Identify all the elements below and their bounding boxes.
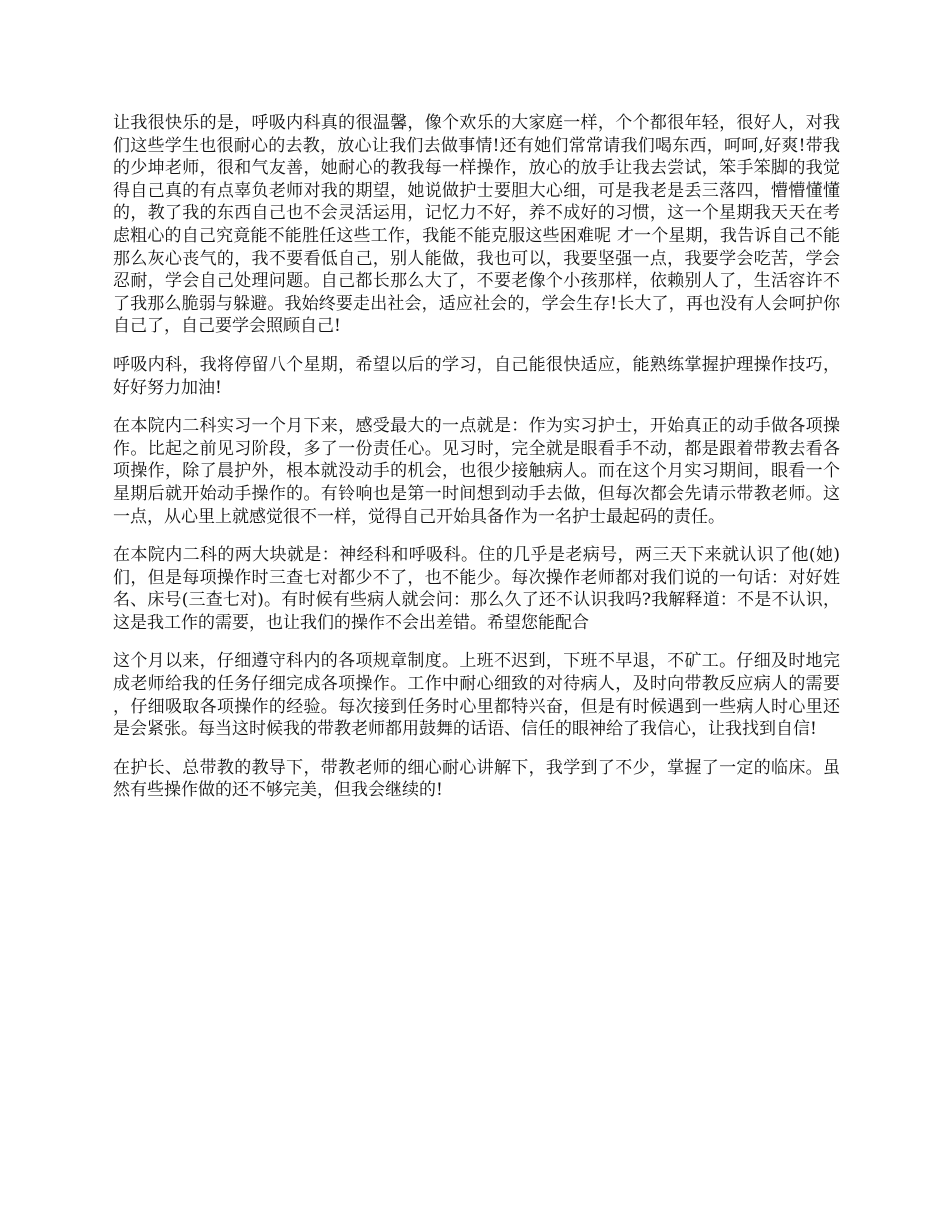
paragraph-3: 在本院内二科实习一个月下来，感受最大的一点就是：作为实习护士，开始真正的动手做各项操作。比起之前见习阶段，多了一份责任心。见习时，完全就是眼看手不动，都是跟着带教去看各项操作，除了晨护外，根本就没动手的机会，也很少接触病人。而在这个月实习期间，眼看一个星期后就开始动手操作的。有铃响也是第一时间想到动手去做，但每次都会先请示带教老师。这一点，从心里上就感觉很不一样，觉得自己开始具备作为一名护士最起码的责任。 — [113, 416, 840, 527]
paragraph-6: 在护长、总带教的教导下，带教老师的细心耐心讲解下，我学到了不少，掌握了一定的临床。虽然有些操作做的还不够完美，但我会继续的! — [113, 757, 840, 801]
paragraph-5: 这个月以来，仔细遵守科内的各项规章制度。上班不迟到，下班不早退，不矿工。仔细及时地完成老师给我的任务仔细完成各项操作。工作中耐心细致的对待病人，及时向带教反应病人的需要，仔细吸取各项操作的经验。每次接到任务时心里都特兴奋，但是有时候遇到一些病人时心里还是会紧张。每当这时候我的带教老师都用鼓舞的话语、信任的眼神给了我信心，让我找到自信! — [113, 651, 840, 740]
document-body — [113, 112, 840, 818]
paragraph-4: 在本院内二科的两大块就是：神经科和呼吸科。住的几乎是老病号，两三天下来就认识了他(她)们，但是每项操作时三查七对都少不了，也不能少。每次操作老师都对我们说的一句话：对好姓名、床号(三查七对)。有时候有些病人就会问：那么久了还不认识我吗?我解释道：不是不认识，这是我工作的需要，也让我们的操作不会出差错。希望您能配合 — [113, 545, 840, 633]
paragraph-2: 呼吸内科，我将停留八个星期，希望以后的学习，自己能很快适应，能熟练掌握护理操作技巧，好好努力加油! — [113, 354, 840, 398]
paragraph-1: 让我很快乐的是，呼吸内科真的很温馨，像个欢乐的大家庭一样，个个都很年轻，很好人，对我们这些学生也很耐心的去教，放心让我们去做事情!还有她们常常请我们喝东西，呵呵,好爽!带我的少坤老师，很和气友善，她耐心的教我每一样操作，放心的放手让我去尝试，笨手笨脚的我觉得自己真的有点辜负老师对我的期望，她说做护士要胆大心细，可是我老是丢三落四，懵懵懂懂的，教了我的东西自己也不会灵活运用，记忆力不好，养不成好的习惯，这一个星期我天天在考虑粗心的自己究竟能不能胜任这些工作，我能不能克服这些困难呢 才一个星期，我告诉自己不能那么灰心丧气的，我不要看低自己，别人能做，我也可以，我要坚强一点，我要学会吃苦，学会忍耐，学会自己处理问题。自己都长那么大了，不要老像个小孩那样，依赖别人了，生活容许不了我那么脆弱与躲避。我始终要走出社会，适应社会的，学会生存!长大了，再也没有人会呵护你自己了，自己要学会照顾自己! — [113, 113, 840, 337]
